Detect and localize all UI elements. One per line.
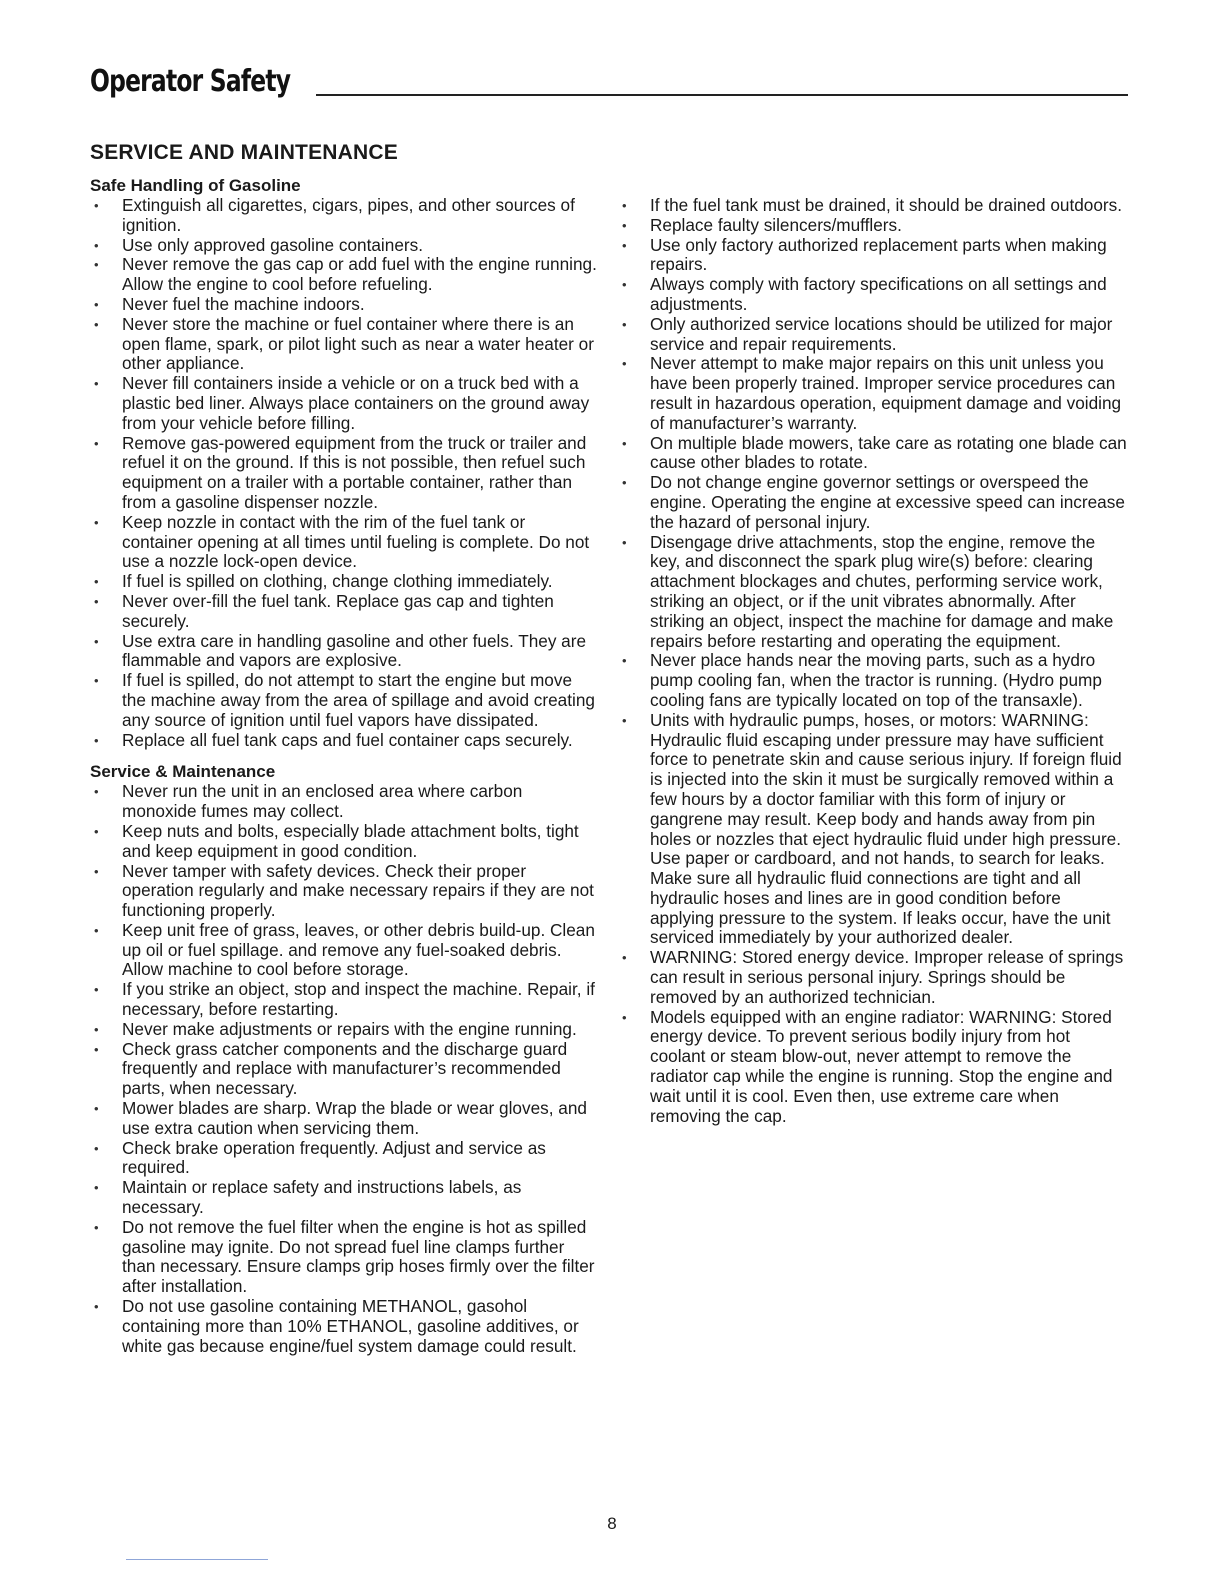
list-item: • If you strike an object, stop and inspect the machine. Repair, if necessary, before restarting.	[90, 980, 600, 1020]
list-item: • If the fuel tank must be drained, it should be drained outdoors.	[618, 196, 1128, 216]
list-item: • Mower blades are sharp. Wrap the blade or wear gloves, and use extra caution when servicing them.	[90, 1099, 600, 1139]
page-number: 8	[607, 1514, 617, 1533]
list-item: • Never fuel the machine indoors.	[90, 295, 600, 315]
list-item: • If fuel is spilled, do not attempt to start the engine but move the machine away from the area of spillage and avoid creating any source of ignition until fuel vapors have dissipated.	[90, 671, 600, 730]
list-item: • Use only approved gasoline containers.	[90, 236, 600, 256]
list-item: • Do not change engine governor settings or overspeed the engine. Operating the engine at excessive speed can increase the hazard of personal injury.	[618, 473, 1128, 532]
subheading-safe-handling-gasoline: Safe Handling of Gasoline	[90, 176, 301, 195]
list-item: • Keep nuts and bolts, especially blade attachment bolts, tight and keep equipment in good condition.	[90, 822, 600, 862]
left-column	[90, 176, 600, 1356]
title-rule	[316, 94, 1128, 96]
list-item: • Replace faulty silencers/mufflers.	[618, 216, 1128, 236]
list-item: • Use extra care in handling gasoline and other fuels. They are flammable and vapors are explosive.	[90, 632, 600, 672]
list-item: • Only authorized service locations should be utilized for major service and repair requirements.	[618, 315, 1128, 355]
list-item: • Do not remove the fuel filter when the engine is hot as spilled gasoline may ignite. Do not spread fuel line clamps further than necessary. Ensure clamps grip hoses firmly over the filter after installation.	[90, 1218, 600, 1297]
list-item: • On multiple blade mowers, take care as rotating one blade can cause other blades to rotate.	[618, 434, 1128, 474]
list-item: • Extinguish all cigarettes, cigars, pipes, and other sources of ignition.	[90, 196, 600, 236]
list-item: • Never tamper with safety devices. Check their proper operation regularly and make necessary repairs if they are not functioning properly.	[90, 862, 600, 921]
subheading-service-maintenance: Service & Maintenance	[90, 762, 276, 782]
footer-rule	[126, 1559, 268, 1560]
list-item: • Models equipped with an engine radiator: WARNING: Stored energy device. To prevent serious bodily injury from hot coolant or steam blow-out, never attempt to remove the radiator cap while the engine is running. Stop the engine and wait until it is cool. Even then, use extreme care when removing the cap.	[618, 1008, 1128, 1127]
list-item: • Keep unit free of grass, leaves, or other debris build-up. Clean up oil or fuel spillage. and remove any fuel-soaked debris. Allow machine to cool before storage.	[90, 921, 600, 980]
list-item: • WARNING: Stored energy device. Improper release of springs can result in serious personal injury. Springs should be removed by an authorized technician.	[618, 948, 1128, 1007]
list-item: • Never attempt to make major repairs on this unit unless you have been properly trained. Improper service procedures can result in hazardous operation, equipment damage and voiding of manufacturer’s warranty.	[618, 354, 1128, 433]
list-item: • Keep nozzle in contact with the rim of the fuel tank or container opening at all times until fueling is complete. Do not use a nozzle lock-open device.	[90, 513, 600, 572]
list-item: • If fuel is spilled on clothing, change clothing immediately.	[90, 572, 600, 592]
list-item: • Never over-fill the fuel tank. Replace gas cap and tighten securely.	[90, 592, 600, 632]
list-item: • Use only factory authorized replacement parts when making repairs.	[618, 236, 1128, 276]
list-item: • Do not use gasoline containing METHANOL, gasohol containing more than 10% ETHANOL, gasoline additives, or white gas because engine/fuel system damage could result.	[90, 1297, 600, 1356]
service-maintenance-list-continued	[618, 196, 1128, 1126]
list-item: • Replace all fuel tank caps and fuel container caps securely.	[90, 731, 600, 751]
list-item: • Remove gas-powered equipment from the truck or trailer and refuel it on the ground. If this is not possible, then refuel such equipment on a trailer with a portable container, rather than from a gasoline dispenser nozzle.	[90, 434, 600, 513]
list-item: • Always comply with factory specifications on all settings and adjustments.	[618, 275, 1128, 315]
gasoline-safety-list	[90, 196, 600, 750]
list-item: • Never fill containers inside a vehicle or on a truck bed with a plastic bed liner. Always place containers on the ground away from your vehicle before filling.	[90, 374, 600, 433]
list-item: • Maintain or replace safety and instructions labels, as necessary.	[90, 1178, 600, 1218]
page-header	[90, 66, 1128, 102]
page-title: Operator Safety	[90, 64, 291, 99]
list-item: • Never store the machine or fuel container where there is an open flame, spark, or pilot light such as near a water heater or other appliance.	[90, 315, 600, 374]
list-item: • Check grass catcher components and the discharge guard frequently and replace with manufacturer’s recommended parts, when necessary.	[90, 1040, 600, 1099]
list-item: • Check brake operation frequently. Adjust and service as required.	[90, 1139, 600, 1179]
list-item: • Disengage drive attachments, stop the engine, remove the key, and disconnect the spark plug wire(s) before: clearing attachment blockages and chutes, performing service work, striking an object, or if the unit vibrates abnormally. After striking an object, inspect the machine for damage and make repairs before restarting and operating the equipment.	[618, 533, 1128, 652]
list-item: • Never make adjustments or repairs with the engine running.	[90, 1020, 600, 1040]
list-item: • Never run the unit in an enclosed area where carbon monoxide fumes may collect.	[90, 782, 600, 822]
right-column	[618, 196, 1128, 1126]
list-item: • Never place hands near the moving parts, such as a hydro pump cooling fan, when the tractor is running. (Hydro pump cooling fans are typically located on top of the transaxle).	[618, 651, 1128, 710]
section-title: SERVICE AND MAINTENANCE	[90, 141, 398, 164]
list-item: • Units with hydraulic pumps, hoses, or motors: WARNING: Hydraulic fluid escaping under pressure may have sufficient force to penetrate skin and cause serious injury. If foreign fluid is injected into the skin it must be surgically removed within a few hours by a doctor familiar with this form of injury or gangrene may result. Keep body and hands away from pin holes or nozzles that eject hydraulic fluid under high pressure. Use paper or cardboard, and not hands, to search for leaks. Make sure all hydraulic fluid connections are tight and all hydraulic hoses and lines are in good condition before applying pressure to the system. If leaks occur, have the unit serviced immediately by your authorized dealer.	[618, 711, 1128, 949]
list-item: • Never remove the gas cap or add fuel with the engine running. Allow the engine to cool before refueling.	[90, 255, 600, 295]
service-maintenance-list	[90, 782, 600, 1356]
